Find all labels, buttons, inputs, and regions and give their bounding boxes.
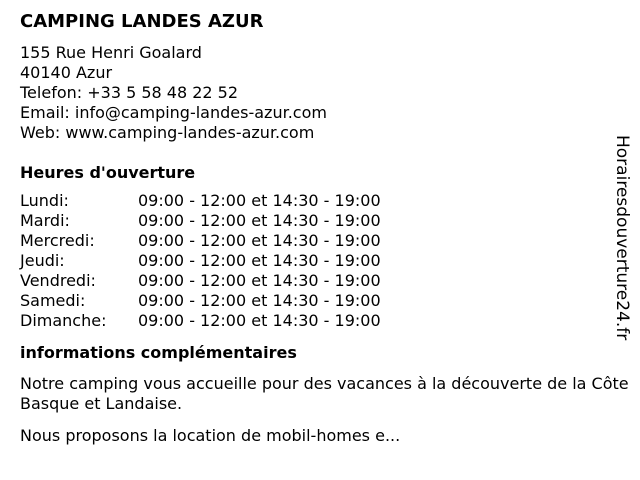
hours-table — [20, 191, 632, 331]
hours-row-dimanche — [20, 311, 632, 331]
info-paragraph-2: Nous proposons la location de mobil-homes e... — [20, 426, 401, 445]
hours-row-mardi — [20, 211, 632, 231]
hours-row-lundi — [20, 191, 632, 211]
hours-row-mercredi — [20, 231, 632, 251]
day-hours: 09:00 - 12:00 et 14:30 - 19:00 — [138, 211, 381, 230]
hours-row-samedi — [20, 291, 632, 311]
day-label: Lundi: — [20, 191, 69, 210]
info-paragraph-1: Notre camping vous accueille pour des vacances à la découverte de la Côte Basque et Landaise. — [20, 374, 629, 413]
day-label: Mardi: — [20, 211, 70, 230]
day-label: Vendredi: — [20, 271, 96, 290]
phone-number: Telefon: +33 5 58 48 22 52 — [20, 83, 239, 102]
address-city: 40140 Azur — [20, 63, 113, 82]
day-label: Dimanche: — [20, 311, 107, 330]
day-hours: 09:00 - 12:00 et 14:30 - 19:00 — [138, 231, 381, 250]
info-heading: informations complémentaires — [20, 343, 297, 362]
business-name: CAMPING LANDES AZUR — [20, 11, 264, 32]
hours-heading: Heures d'ouverture — [20, 163, 196, 182]
website-address: Web: www.camping-landes-azur.com — [20, 123, 315, 142]
hours-row-vendredi — [20, 271, 632, 291]
day-label: Samedi: — [20, 291, 86, 310]
address-street: 155 Rue Henri Goalard — [20, 43, 202, 62]
business-card — [20, 11, 632, 446]
day-hours: 09:00 - 12:00 et 14:30 - 19:00 — [138, 311, 381, 330]
day-hours: 09:00 - 12:00 et 14:30 - 19:00 — [138, 191, 381, 210]
day-hours: 09:00 - 12:00 et 14:30 - 19:00 — [138, 291, 381, 310]
day-hours: 09:00 - 12:00 et 14:30 - 19:00 — [138, 251, 381, 270]
email-address: Email: info@camping-landes-azur.com — [20, 103, 327, 122]
day-hours: 09:00 - 12:00 et 14:30 - 19:00 — [138, 271, 381, 290]
day-label: Mercredi: — [20, 231, 95, 250]
hours-row-jeudi — [20, 251, 632, 271]
site-watermark: Horairesdouverture24.fr — [612, 135, 632, 341]
day-label: Jeudi: — [20, 251, 65, 270]
